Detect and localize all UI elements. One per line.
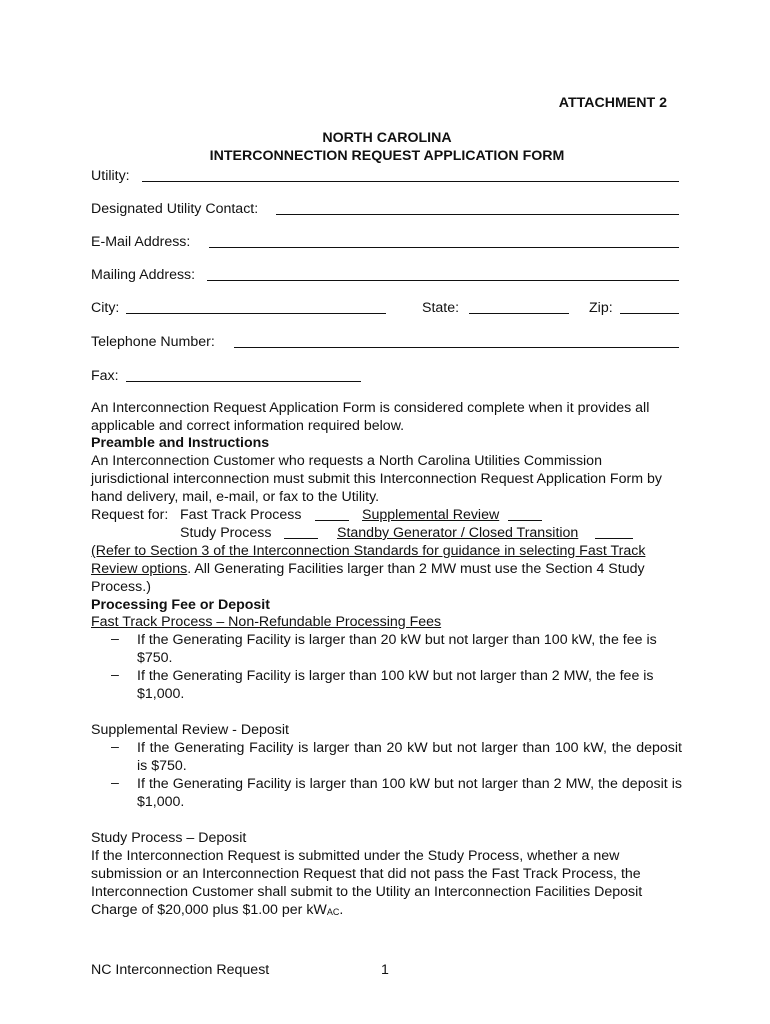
dash-bullet: – (111, 631, 119, 647)
list-item (111, 667, 682, 703)
study-deposit-text: If the Interconnection Request is submitted under the Study Process, whether a new submission or an Interconnection Request that did not pass the Fast Track Process, the Interconnection Customer shall submit to the Utility an Interconnection Facilities Deposit Charge of $20,000 plus $1.00 per kW (91, 848, 643, 918)
fast-track-blank[interactable] (315, 520, 349, 521)
list-item (111, 631, 682, 667)
supplemental-option: Supplemental Review (362, 507, 500, 523)
supplemental-deposit-heading: Supplemental Review - Deposit (91, 722, 289, 738)
fast-track-fee-1: If the Generating Facility is larger than 20 kW but not larger than 100 kW, the fee is $750. (137, 632, 657, 666)
intro-paragraph: An Interconnection Request Application Form is considered complete when it provides all applicable and correct information required below. (91, 400, 650, 434)
standby-blank[interactable] (595, 538, 633, 539)
form-title: INTERCONNECTION REQUEST APPLICATION FORM (209, 148, 565, 164)
study-blank[interactable] (284, 538, 318, 539)
dash-bullet: – (111, 739, 119, 755)
fax-label: Fax: (91, 368, 119, 384)
fast-track-option: Fast Track Process (180, 507, 302, 523)
fast-track-fees-heading: Fast Track Process – Non-Refundable Processing Fees (91, 614, 442, 630)
request-note (91, 542, 683, 596)
fees-heading: Processing Fee or Deposit (91, 597, 270, 613)
study-deposit-heading: Study Process – Deposit (91, 830, 247, 846)
zip-label: Zip: (589, 300, 613, 316)
footer-title: NC Interconnection Request (91, 962, 270, 978)
preamble-heading: Preamble and Instructions (91, 435, 270, 451)
fast-track-fee-2: If the Generating Facility is larger than 100 kW but not larger than 2 MW, the fee is $1,000. (137, 668, 654, 702)
standby-option: Standby Generator / Closed Transition (337, 525, 579, 541)
supplemental-deposit-1: If the Generating Facility is larger than 20 kW but not larger than 100 kW, the deposit is $750. (137, 740, 682, 774)
zip-field[interactable] (620, 313, 679, 314)
request-note-rest: . All Generating Facilities larger than 2 MW must use the Section 4 Study Process.) (91, 561, 645, 595)
city-label: City: (91, 300, 120, 316)
dash-bullet: – (111, 775, 119, 791)
request-label: Request for: (91, 507, 169, 523)
contact-label: Designated Utility Contact: (91, 201, 259, 217)
study-deposit-body (91, 847, 683, 919)
contact-field[interactable] (276, 214, 679, 215)
attachment-label: ATTACHMENT 2 (558, 95, 667, 111)
utility-field[interactable] (142, 181, 679, 182)
state-field[interactable] (469, 313, 569, 314)
study-option: Study Process (180, 525, 272, 541)
city-field[interactable] (126, 313, 386, 314)
list-item (111, 775, 682, 811)
study-deposit-end: . (339, 902, 344, 918)
page-number: 1 (381, 962, 389, 978)
fax-field[interactable] (126, 381, 361, 382)
phone-label: Telephone Number: (91, 334, 215, 350)
list-item (111, 739, 682, 775)
utility-label: Utility: (91, 168, 130, 184)
state-label: State: (422, 300, 460, 316)
mailing-label: Mailing Address: (91, 267, 196, 283)
email-field[interactable] (209, 247, 679, 248)
email-label: E-Mail Address: (91, 234, 191, 250)
dash-bullet: – (111, 667, 119, 683)
standards-reference: (Refer to Section 3 of the Interconnection Standards for guidance in selecting Fast Track Review options (91, 543, 646, 577)
state-heading: NORTH CAROLINA (322, 130, 452, 146)
phone-field[interactable] (234, 347, 679, 348)
supplemental-deposit-2: If the Generating Facility is larger than 100 kW but not larger than 2 MW, the deposit is $1,000. (137, 776, 682, 810)
supplemental-blank[interactable] (508, 520, 542, 521)
preamble-body: An Interconnection Customer who requests a North Carolina Utilities Commission jurisdictional interconnection must submit this Interconnection Request Application Form by hand delivery, mail, e-mail, or fax to the Utility. (91, 453, 662, 505)
mailing-field[interactable] (207, 280, 679, 281)
ac-subscript: AC (326, 907, 340, 917)
